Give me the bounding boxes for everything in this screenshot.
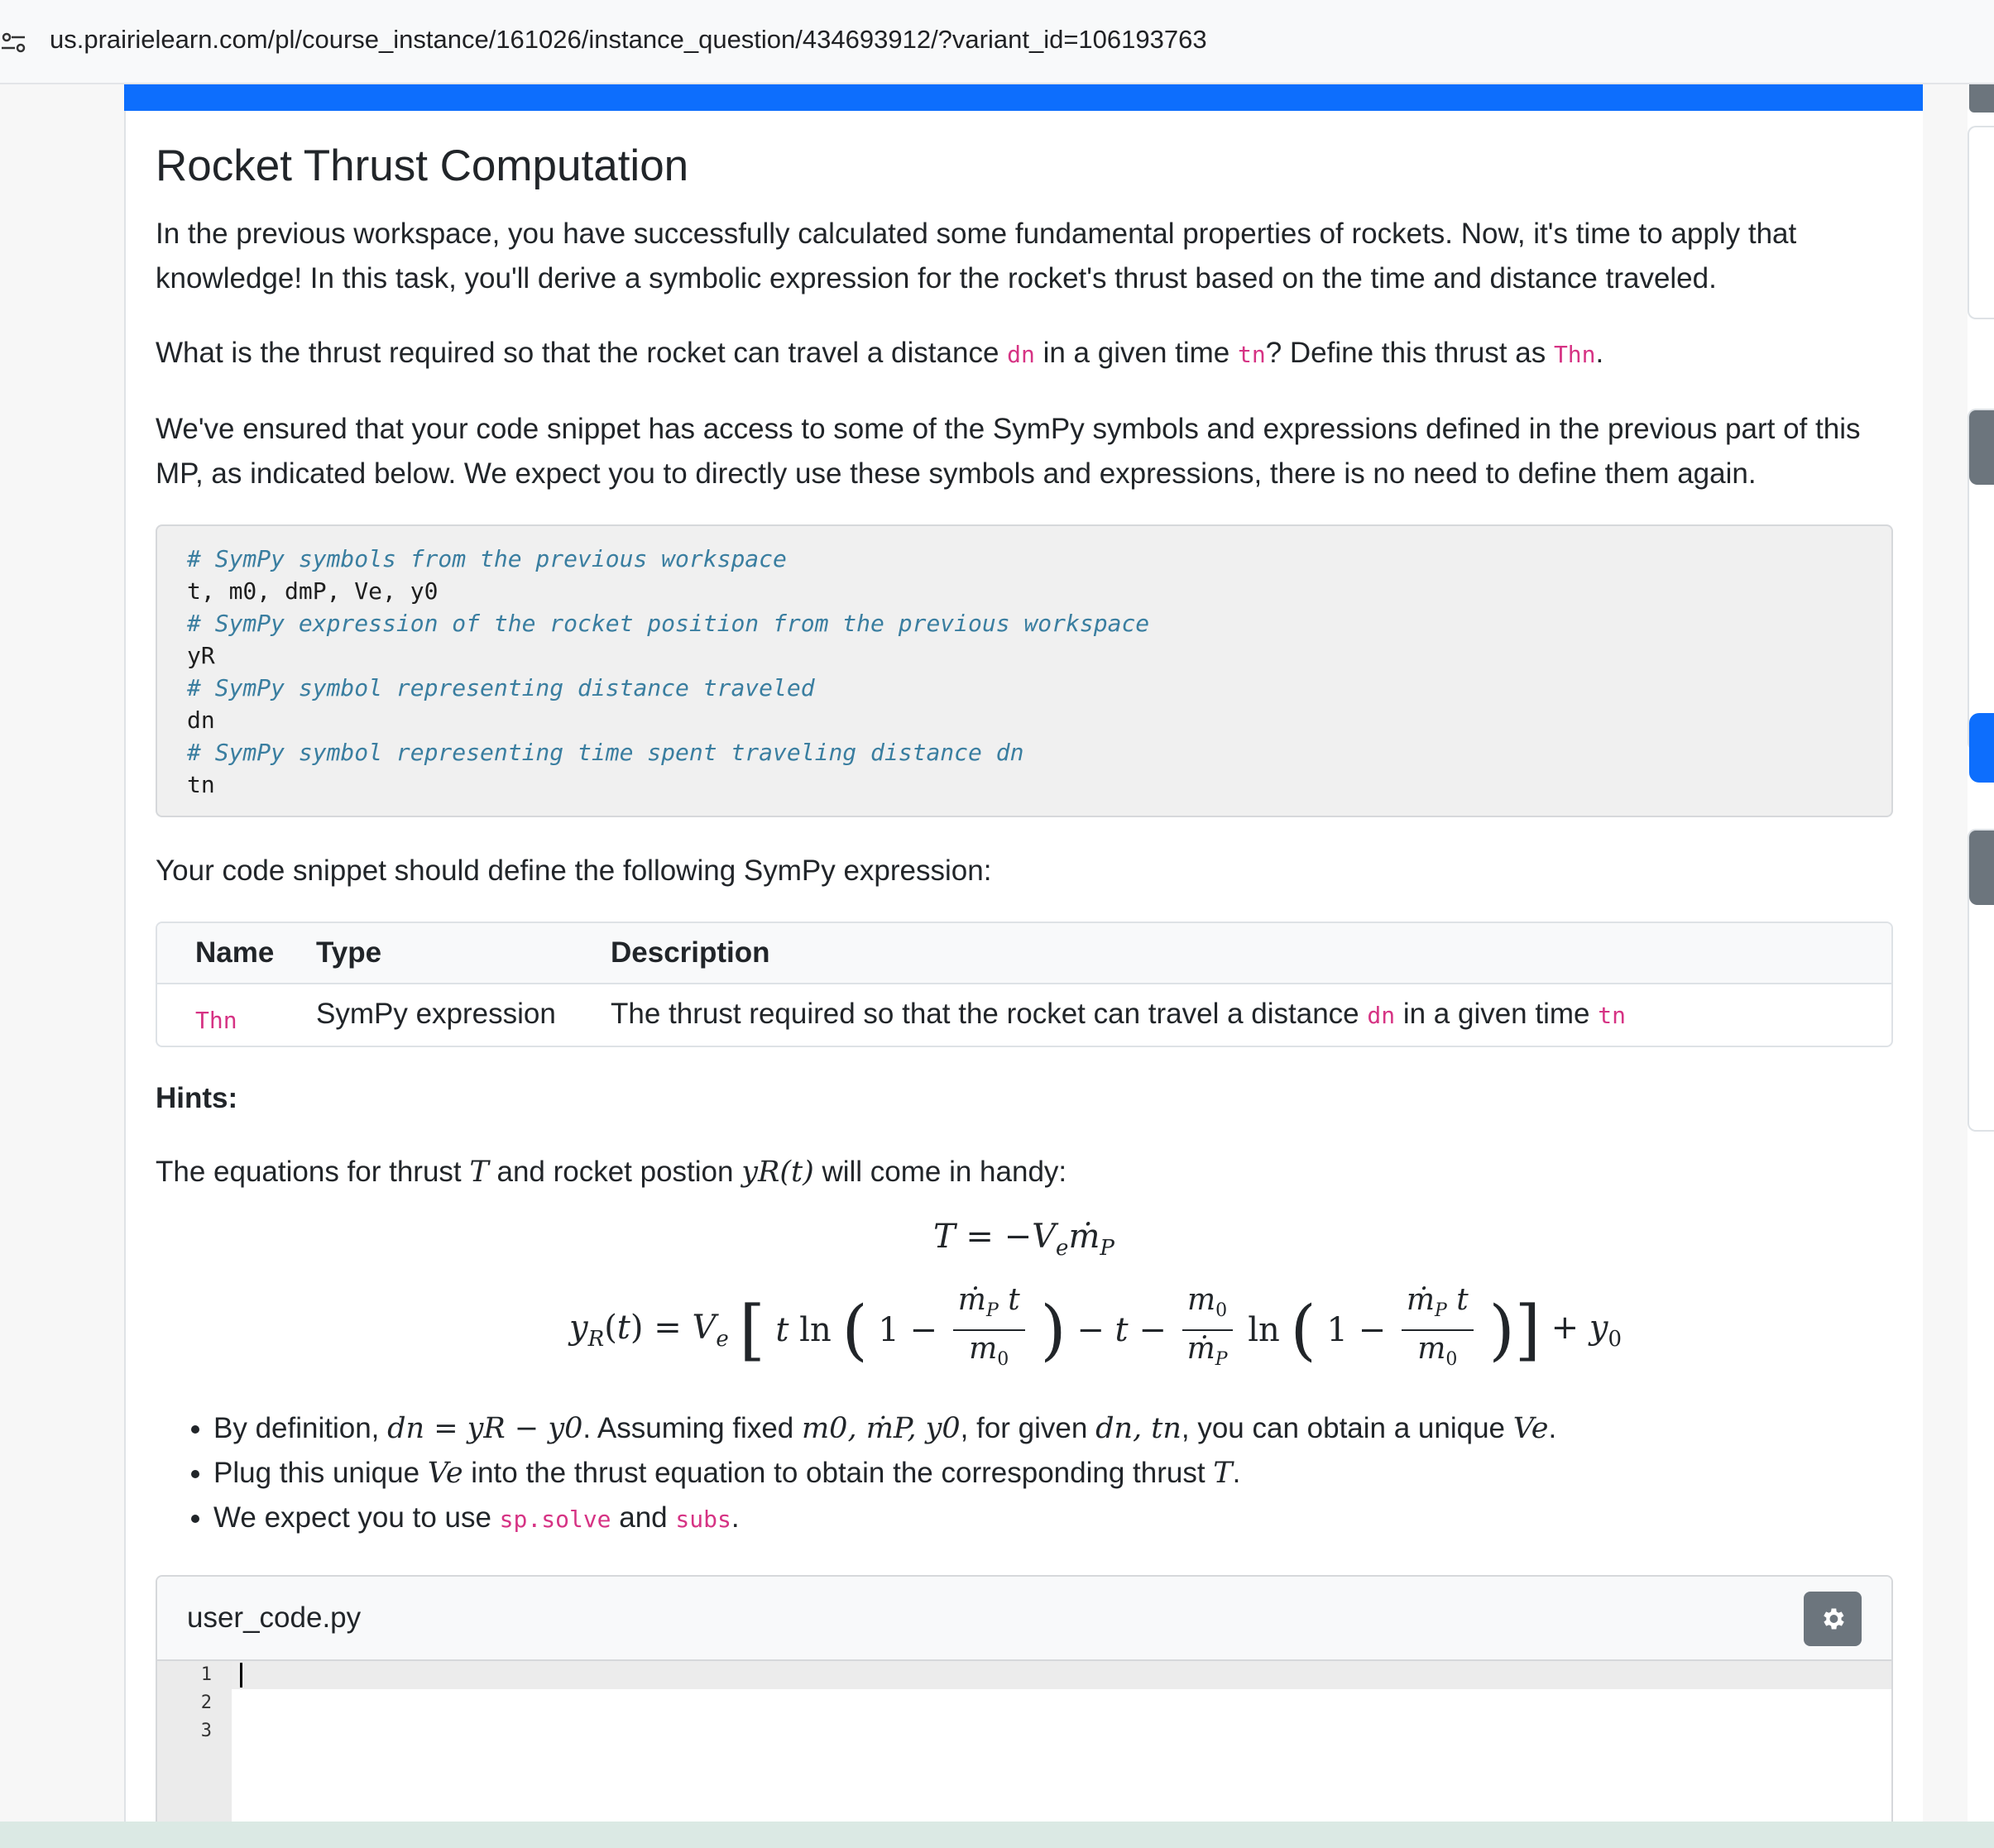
bullet3-text-3: . <box>731 1501 740 1534</box>
bullet2-text-2: into the thrust equation to obtain the corresponding thrust <box>463 1457 1214 1489</box>
side-panel-card-2 <box>1968 409 1994 751</box>
inline-code-tn: tn <box>1237 341 1266 368</box>
bullet1-text-1: By definition, <box>213 1412 388 1444</box>
os-taskbar <box>0 1822 1994 1848</box>
side-panel-card-3 <box>1968 829 1994 1132</box>
question-text-4: . <box>1595 337 1604 369</box>
th-type: Type <box>316 936 382 969</box>
provided-symbols-codeblock <box>156 524 1893 817</box>
math-T: T <box>469 1156 489 1189</box>
th-name: Name <box>195 936 275 969</box>
inline-code-sp-solve: sp.solve <box>499 1506 611 1533</box>
math-yR: yR(t) <box>741 1156 814 1189</box>
gear-icon <box>1819 1605 1847 1633</box>
code-comment-line: # SymPy symbols from the previous workspace <box>187 545 787 572</box>
bullet2-text-1: Plug this unique <box>213 1457 428 1489</box>
table-header-row <box>157 923 1891 984</box>
code-input-area[interactable] <box>232 1661 1891 1843</box>
code-line: yR <box>187 642 215 669</box>
hint-intro <box>156 1150 1891 1194</box>
code-line: tn <box>187 771 215 798</box>
list-item <box>213 1496 1868 1542</box>
bullet1-text-3: , for given <box>960 1412 1096 1444</box>
line-number-3: 3 <box>200 1721 212 1741</box>
td-name <box>195 1003 237 1036</box>
td-desc-code-dn: dn <box>1367 1002 1396 1029</box>
editor-settings-button[interactable] <box>1804 1592 1862 1646</box>
hint-text-2: and rocket postion <box>488 1156 742 1188</box>
text-cursor <box>240 1663 242 1688</box>
side-tab-top[interactable] <box>1969 84 1994 113</box>
bullet1-text-2: . Assuming fixed <box>582 1412 802 1444</box>
question-text-3: ? Define this thrust as <box>1265 337 1554 369</box>
bullet1-text-5: . <box>1548 1412 1557 1444</box>
list-item <box>213 1406 1868 1451</box>
bullet1-math-2: m0, ṁP, y0 <box>801 1412 961 1445</box>
hint-text-1: The equations for thrust <box>156 1156 470 1188</box>
expected-variables-table <box>156 922 1893 1047</box>
side-panel-card <box>1968 126 1994 319</box>
code-comment-line: # SymPy symbol representing distance traveled <box>187 674 815 701</box>
line-number-gutter <box>157 1661 232 1843</box>
td-desc-text-2: in a given time <box>1395 998 1599 1030</box>
inline-code-subs: subs <box>675 1506 731 1533</box>
bullet1-math-4: Ve <box>1512 1412 1549 1445</box>
line-number-2: 2 <box>200 1692 212 1713</box>
bullet2-text-3: . <box>1232 1457 1241 1489</box>
thrust-equation: $T = -V_eṁ_P$ <box>933 1218 1114 1261</box>
bullet1-text-4: , you can obtain a unique <box>1181 1412 1513 1444</box>
page-gutter-right <box>1923 84 1968 1822</box>
hint-text-3: will come in handy: <box>813 1156 1067 1188</box>
page-gutter-left <box>0 84 124 1822</box>
position-equation: $y_R(t) = V_e$ [ t ln ( 1 − $\frac{ṁ_P t}{m_0}$ ) − t − $\frac{m_0}{ṁ_P}$ ln ( 1 − $\frac{ṁ_P t}{m_0}$ )] + $y_0$ <box>569 1283 1622 1371</box>
code-comment-line: # SymPy symbol representing time spent traveling distance dn <box>187 739 1024 766</box>
code-comment-line: # SymPy expression of the rocket position from the previous workspace <box>187 610 1150 637</box>
code-line: t, m0, dmP, Ve, y0 <box>187 577 439 605</box>
question-text-2: in a given time <box>1034 337 1238 369</box>
side-tab-blue[interactable] <box>1969 713 1994 783</box>
access-paragraph: We've ensured that your code snippet has access to some of the SymPy symbols and expressions defined in the previous part of this MP, as indicated below. We expect you to directly use these symbols and expressions, there is no need to define them again. <box>156 413 1861 490</box>
bullet3-text-1: We expect you to use <box>213 1501 500 1534</box>
define-paragraph: Your code snippet should define the following SymPy expression: <box>156 855 992 887</box>
browser-address-bar <box>0 0 1994 84</box>
td-name-code: Thn <box>195 1007 237 1034</box>
bullet1-math-1: dn = yR − y0 <box>387 1412 583 1445</box>
hint-list <box>189 1406 1868 1542</box>
hints-heading: Hints: <box>156 1082 238 1114</box>
td-desc-code-tn: tn <box>1598 1002 1626 1029</box>
page-title: Rocket Thrust Computation <box>156 141 689 190</box>
inline-code-thn: Thn <box>1553 341 1596 368</box>
question-text-1: What is the thrust required so that the rocket can travel a distance <box>156 337 1008 369</box>
code-editor <box>156 1575 1893 1843</box>
editor-header <box>157 1577 1891 1661</box>
td-desc-text-1: The thrust required so that the rocket can travel a distance <box>611 998 1368 1030</box>
card-header-band <box>124 84 1923 111</box>
td-description <box>611 998 1626 1031</box>
list-item <box>213 1451 1868 1496</box>
code-line: dn <box>187 706 215 734</box>
side-panel-edge <box>1968 84 1994 1822</box>
bullet2-math: Ve <box>427 1457 463 1490</box>
url-field[interactable]: us.prairielearn.com/pl/course_instance/161026/instance_question/434693912/?variant_id=106193763 <box>50 25 1207 54</box>
inline-code-dn: dn <box>1007 341 1035 368</box>
th-description: Description <box>611 936 770 969</box>
editor-filename: user_code.py <box>187 1601 362 1634</box>
site-info-icon[interactable] <box>0 30 30 56</box>
bullet3-text-2: and <box>611 1501 676 1534</box>
question-paragraph <box>156 331 1891 377</box>
td-type: SymPy expression <box>316 998 556 1030</box>
bullet1-math-3: dn, tn <box>1095 1412 1182 1445</box>
intro-paragraph: In the previous workspace, you have successfully calculated some fundamental properties of rockets. Now, it's time to apply that knowledge! In this task, you'll derive a symbolic expression for the rocket's thrust based on the time and distance traveled. <box>156 218 1797 294</box>
line-number-1: 1 <box>200 1664 212 1685</box>
code-listing <box>187 543 1149 801</box>
bullet2-math-T: T <box>1213 1457 1233 1490</box>
